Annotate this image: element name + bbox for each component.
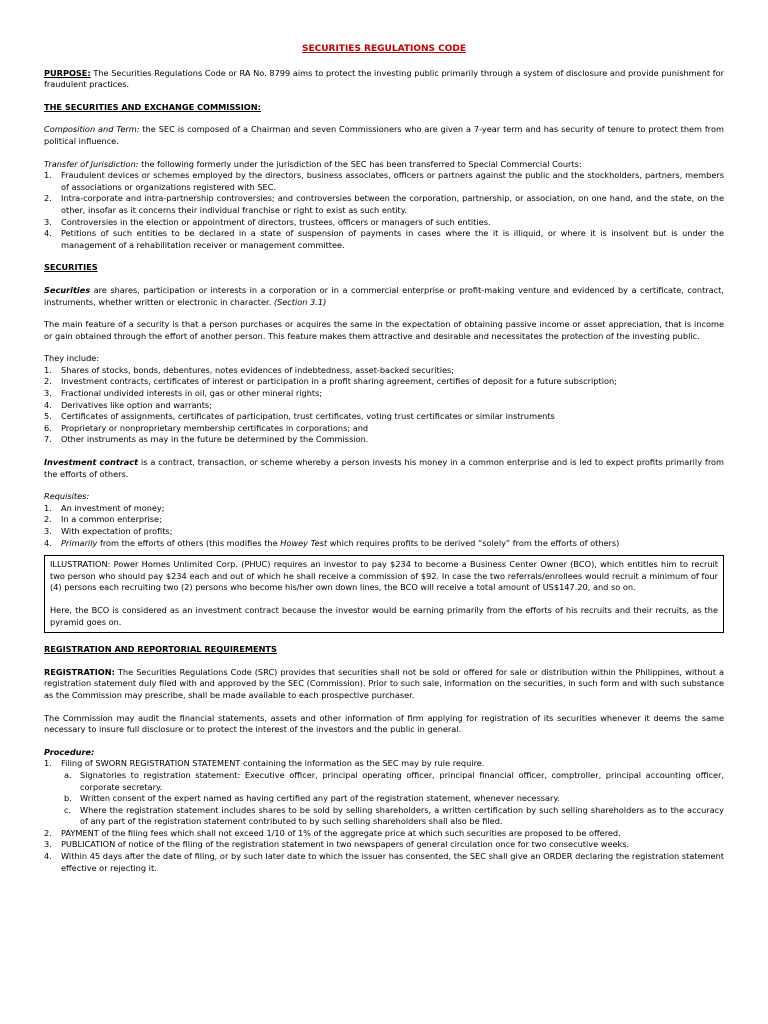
- investment-contract-definition: Investment contract is a contract, transaction, or scheme whereby a person invests his money in a common enterprise and is led to expect profits primarily from the efforts of others.: [44, 457, 724, 479]
- list-item: 2. PAYMENT of the filing fees which shall not exceed 1/10 of 1% of the aggregate price at which such securities are proposed to be offered.: [44, 827, 621, 838]
- list-item: 4. Derivatives like option and warrants;: [44, 399, 212, 410]
- list-item: 5. Certificates of assignments, certificates of participation, trust certificates, voting trust certificates or similar instruments: [44, 411, 555, 422]
- list-item: b. Written consent of the expert named as having certified any part of the registration statement, whenever necessary.: [64, 793, 560, 804]
- list-item: 6. Proprietary or nonproprietary membership certificates in corporations; and: [44, 422, 369, 433]
- securities-definition: Securities are shares, participation or interests in a corporation or in a commercial enterprise or profit-making venture and evidenced by a certificate, contract, instruments, whether written or electronic in character. (Section 3.1): [44, 284, 724, 307]
- include-list: [44, 365, 724, 446]
- purpose-label: PURPOSE:: [44, 67, 91, 78]
- procedure-sublist: [44, 770, 724, 828]
- section-citation: (Section 3.1): [273, 296, 327, 307]
- purpose-text: The Securities Regulations Code or RA No. 8799 aims to protect the investing public primarily through a system of disclosure and provide punishment for fraudulent practices.: [44, 67, 724, 90]
- list-item: 3. PUBLICATION of notice of the filing of the registration statement in two newspapers of general circulation once for two consecutive weeks.: [44, 839, 630, 850]
- securities-heading: SECURITIES: [44, 262, 98, 273]
- purpose-paragraph: [44, 68, 724, 91]
- transfer-paragraph: [44, 159, 724, 171]
- illustration-conclusion: Here, the BCO is considered as an investment contract because the investor would be earning primarily from the efforts of his recruits and their recruits, as the pyramid goes on.: [50, 604, 718, 627]
- list-item: 1. Filing of SWORN REGISTRATION STATEMENT containing the information as the SEC may by rule require. a. Signatories to registration statement: Executive officer, principal operating officer, principal financial officer, comptroller, principal accounting officer, corporate secretary. b. Written consent of the expert named as having certified any part of the registration statement, whenever necessary. c. Where the registration statement includes shares to be sold by selling shareholders, a written certification by such selling shareholders as to the accuracy of any part of the registration statement contributed to by such selling shareholders shall also be filed.: [44, 758, 724, 827]
- procedure-label: Procedure:: [44, 746, 95, 757]
- document-title: SECURITIES REGULATIONS CODE: [301, 44, 466, 54]
- list-item: 3. With expectation of profits;: [44, 526, 173, 536]
- list-item: 1. Shares of stocks, bonds, debentures, notes evidences of indebtedness, asset-backed securities;: [44, 364, 455, 375]
- investment-contract-term: Investment contract: [44, 457, 139, 468]
- list-item: 2. In a common enterprise;: [44, 514, 162, 525]
- securities-term: Securities: [44, 284, 91, 295]
- list-item: a. Signatories to registration statement: Executive officer, principal operating officer, principal financial officer, comptroller, principal accounting officer, corporate secretary.: [64, 769, 724, 792]
- list-item: c. Where the registration statement includes shares to be sold by selling shareholders, a written certification by such selling shareholders as to the accuracy of any part of the registration statement contributed to by such selling shareholders shall also be filed.: [64, 804, 724, 827]
- illustration-box: [44, 555, 724, 633]
- registration-heading: REGISTRATION AND REPORTORIAL REQUIREMENTS: [44, 644, 277, 655]
- requisites-label: Requisites:: [44, 491, 90, 502]
- audit-paragraph: The Commission may audit the financial statements, assets and other information of firm applying for registration of its securities whenever it deems the same necessary to insure full disclosure or to protect the interest of the investors and the public in general.: [44, 712, 724, 735]
- list-item: 2. Intra-corporate and intra-partnership controversies; and controversies between the corporation, partnership, or association, on one hand, and the state, on the other, insofar as it concerns their individual franchise or right to exist as such entity.: [44, 193, 724, 215]
- list-item: 7. Other instruments as may in the future be determined by the Commission.: [44, 434, 369, 445]
- list-item: 3. Controversies in the election or appointment of directors, trustees, officers or managers of such entities.: [44, 216, 491, 227]
- transfer-label: Transfer of Jurisdiction:: [44, 158, 139, 169]
- transfer-list: [44, 170, 724, 251]
- include-intro: They include:: [44, 353, 100, 364]
- registration-label: REGISTRATION:: [44, 666, 115, 677]
- list-item: 1. An investment of money;: [44, 502, 165, 513]
- sec-heading: THE SECURITIES AND EXCHANGE COMMISSION:: [44, 101, 261, 112]
- list-item: 2. Investment contracts, certificates of interest or participation in a profit sharing agreement, certifies of deposit for a future subscription;: [44, 376, 617, 387]
- illustration-paragraph: ILLUSTRATION: Power Homes Unlimited Corp. (PHUC) requires an investor to pay $234 to become a Business Center Owner (BCO), which entitles him to recruit two person who should pay $234 each and out of which he shall receive a commission of $92. In case the two referrals/enrollees would recruit a minimum of four (4) persons each recruiting two (2) persons who become his/her own down lines, the BCO will receive a total amount of US$147.20, and so on.: [50, 559, 718, 593]
- main-feature-paragraph: The main feature of a security is that a person purchases or acquires the same in the expectation of obtaining passive income or asset appreciation, that is income or gain obtained through the effort of another person. This feature makes them attractive and desirable and necessitates the protection of the investing public.: [44, 319, 724, 341]
- composition-paragraph: [44, 124, 724, 147]
- document-page: [44, 44, 724, 874]
- list-item: 4. Primarily from the efforts of others (this modifies the Howey Test which requires profits to be derived “solely” from the efforts of others): [44, 537, 620, 548]
- requisites-list: [44, 503, 724, 549]
- procedure-list: [44, 758, 724, 874]
- list-item: 3. Fractional undivided interests in oil, gas or other mineral rights;: [44, 388, 323, 399]
- composition-text: the SEC is composed of a Chairman and seven Commissioners who are given a 7-year term and has security of tenure to protect them from political influence.: [44, 124, 724, 146]
- list-item: 1. Fraudulent devices or schemes employed by the directors, business associates, officers or partners against the public and the stockholders, partners, members of associations or organizations registered with SEC.: [44, 170, 724, 192]
- list-item: 4. Petitions of such entities to be declared in a state of suspension of payments in cases where the it is illiquid, or where it is insolvent but is under the management of a rehabilitation receiver or management committee.: [44, 228, 724, 250]
- composition-label: Composition and Term:: [44, 124, 140, 135]
- list-item: 4. Within 45 days after the date of filing, or by such later date to which the issuer has consented, the SEC shall give an ORDER declaring the registration statement effective or rejecting it.: [44, 851, 724, 873]
- registration-paragraph: REGISTRATION: The Securities Regulations Code (SRC) provides that securities shall not be sold or offered for sale or distribution within the Philippines, without a registration statement duly filed with and approved by the SEC (Commission). Prior to such sale, information on the securities, in such form and with such substance as the Commission may prescribe, shall be made available to each prospective purchaser.: [44, 666, 724, 700]
- transfer-text: the following formerly under the jurisdiction of the SEC has been transferred to Special Commercial Courts:: [138, 158, 582, 169]
